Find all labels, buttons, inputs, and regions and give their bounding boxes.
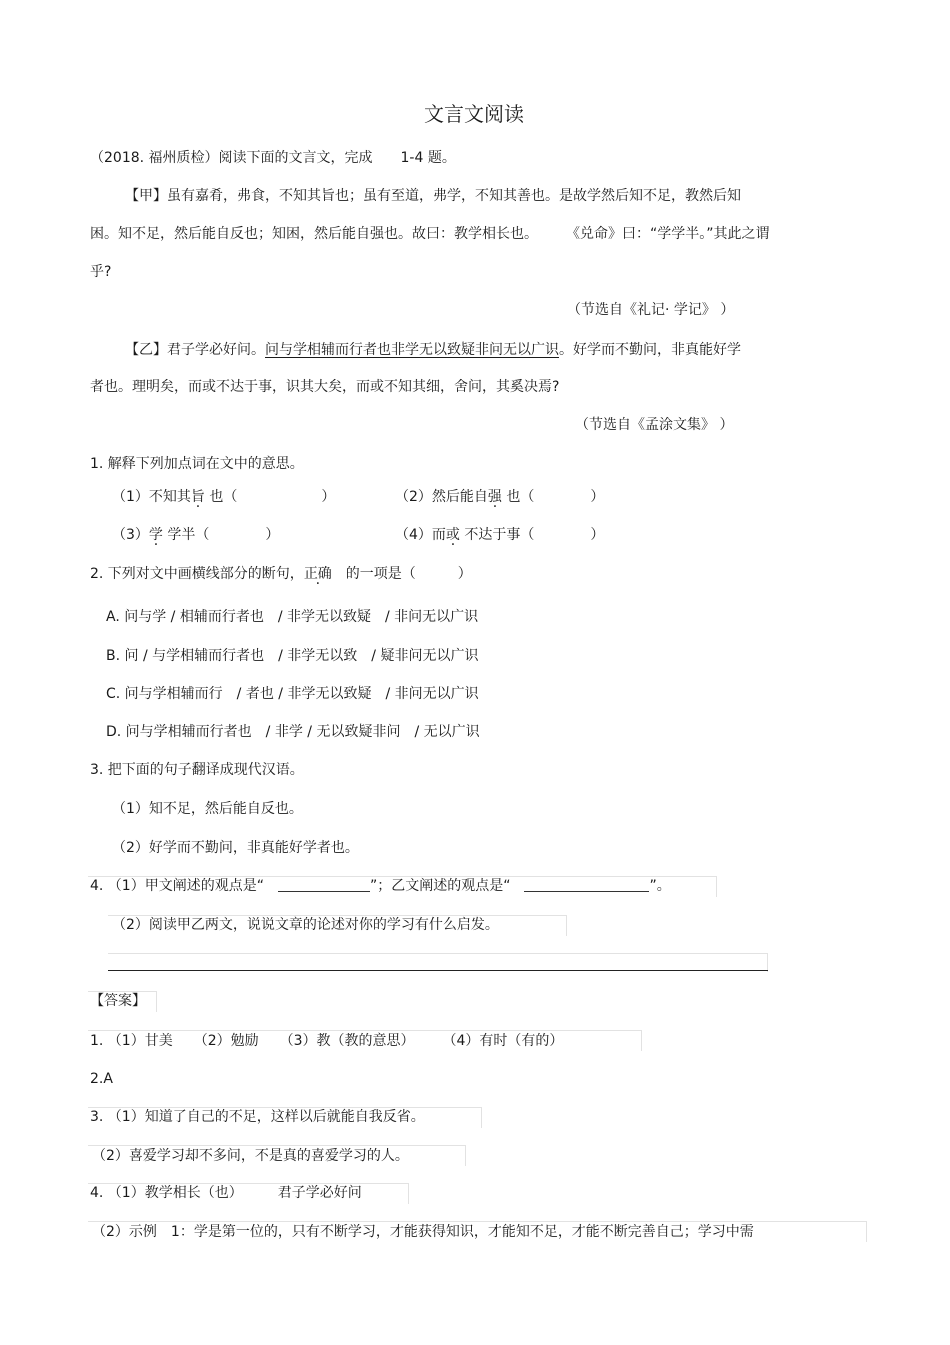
passage-b-source: （节选自《孟涂文集》 ）	[575, 417, 734, 433]
passage-a-line1: 【甲】虽有嘉肴，弗食，不知其旨也；虽有至道，弗学，不知其善也。是故学然后知不足，教然后知	[125, 188, 741, 204]
q3-stem: 3. 把下面的句子翻译成现代汉语。	[90, 762, 304, 778]
answer-3-2: （2）喜爱学习却不多问，不是真的喜爱学习的人。	[92, 1148, 409, 1164]
answer-2: 2.A	[90, 1071, 113, 1087]
q1-stem: 1. 解释下列加点词在文中的意思。	[90, 456, 304, 472]
q3-sentence1: （1）知不足，然后能自反也。	[112, 801, 303, 817]
intro-text: （2018. 福州质检）阅读下面的文言文，完成 1-4 题。	[90, 150, 456, 166]
q2-option-d: D. 问与学相辅而行者也 / 非学 / 无以致疑非问 / 无以广识	[106, 724, 480, 740]
q1-item4-blank: 不达于事（ ）	[459, 527, 605, 543]
q4-answer-line	[108, 970, 768, 971]
q1-item4-text: （4）而	[395, 527, 446, 543]
q2-stem-dotted: 正确	[303, 566, 332, 582]
q3-sentence2: （2）好学而不勤问，非真能好学者也。	[112, 840, 359, 856]
q2-option-a: A. 问与学 / 相辅而行者也 / 非学无以致疑 / 非问无以广识	[106, 609, 479, 625]
passage-b-suffix: 。好学而不勤问，非真能好学	[559, 342, 741, 358]
answer-4-1: 4. （1）教学相长（也） 君子学必好问	[90, 1185, 362, 1201]
q1-item3-text: （3）	[112, 527, 149, 543]
q1-item3-dotted: 学	[148, 527, 163, 543]
q1-item3	[112, 525, 279, 545]
q4-item1-text-b: ”；乙文阐述的观点是“	[369, 878, 511, 894]
q1-item1-text: （1）不知其	[112, 489, 191, 505]
q2-option-b: B. 问 / 与学相辅而行者也 / 非学无以致 / 疑非问无以广识	[106, 648, 479, 664]
q4-item1-blank-a	[278, 877, 370, 892]
q1-item2-dotted: 强	[487, 489, 502, 505]
q2-stem	[90, 564, 472, 584]
q1-item1	[112, 487, 335, 507]
q1-item4	[395, 525, 604, 545]
q2-option-c: C. 问与学相辅而行 / 者也 / 非学无以致疑 / 非问无以广识	[106, 686, 479, 702]
q4-item1-text-c: ”。	[649, 878, 671, 894]
page-title: 文言文阅读	[424, 102, 524, 126]
q1-item4-dotted: 或	[445, 527, 460, 543]
answer-header: 【答案】	[90, 993, 146, 1009]
q1-item1-blank: 也（ ）	[204, 489, 336, 505]
q2-stem-text: 2. 下列对文中画横线部分的断句，	[90, 566, 304, 582]
passage-b-line2: 者也。理明矣，而或不达于事，识其大矣，而或不知其细，舍问，其奚决焉?	[90, 379, 560, 395]
q1-item2-text: （2）然后能自	[395, 489, 488, 505]
q4-item2: （2）阅读甲乙两文，说说文章的论述对你的学习有什么启发。	[112, 917, 499, 933]
passage-b-underlined: 问与学相辅而行者也非学无以致疑非问无以广识	[265, 342, 559, 358]
passage-a-line2: 困。知不足，然后能自反也；知困，然后能自强也。故曰：教学相长也。 《兑命》曰：“学学半。”其此之谓	[90, 226, 770, 242]
q1-item2-blank: 也（ ）	[501, 489, 605, 505]
q2-stem-blank: 的一项是（ ）	[331, 566, 472, 582]
q4-item1-blank-b	[524, 877, 649, 892]
q1-item1-dotted: 旨	[190, 489, 205, 505]
answer-3-1: 3. （1）知道了自己的不足，这样以后就能自我反省。	[90, 1109, 425, 1125]
q4-item1	[90, 876, 671, 896]
answer-1: 1. （1）甘美 （2）勉励 （3）教（教的意思） （4）有时（有的）	[90, 1033, 564, 1049]
q4-item1-text-a: 4. （1）甲文阐述的观点是“	[90, 878, 264, 894]
passage-a-line3: 乎?	[90, 264, 112, 280]
passage-a-source: （节选自《礼记· 学记》 ）	[567, 302, 735, 318]
passage-b-line1	[125, 340, 741, 360]
q1-item3-blank: 学半（ ）	[162, 527, 280, 543]
answer-4-2: （2）示例 1：学是第一位的，只有不断学习，才能获得知识，才能知不足，才能不断完善自己；学习中需	[92, 1224, 754, 1240]
passage-b-prefix: 【乙】君子学必好问。	[125, 342, 265, 358]
q1-item2	[395, 487, 604, 507]
